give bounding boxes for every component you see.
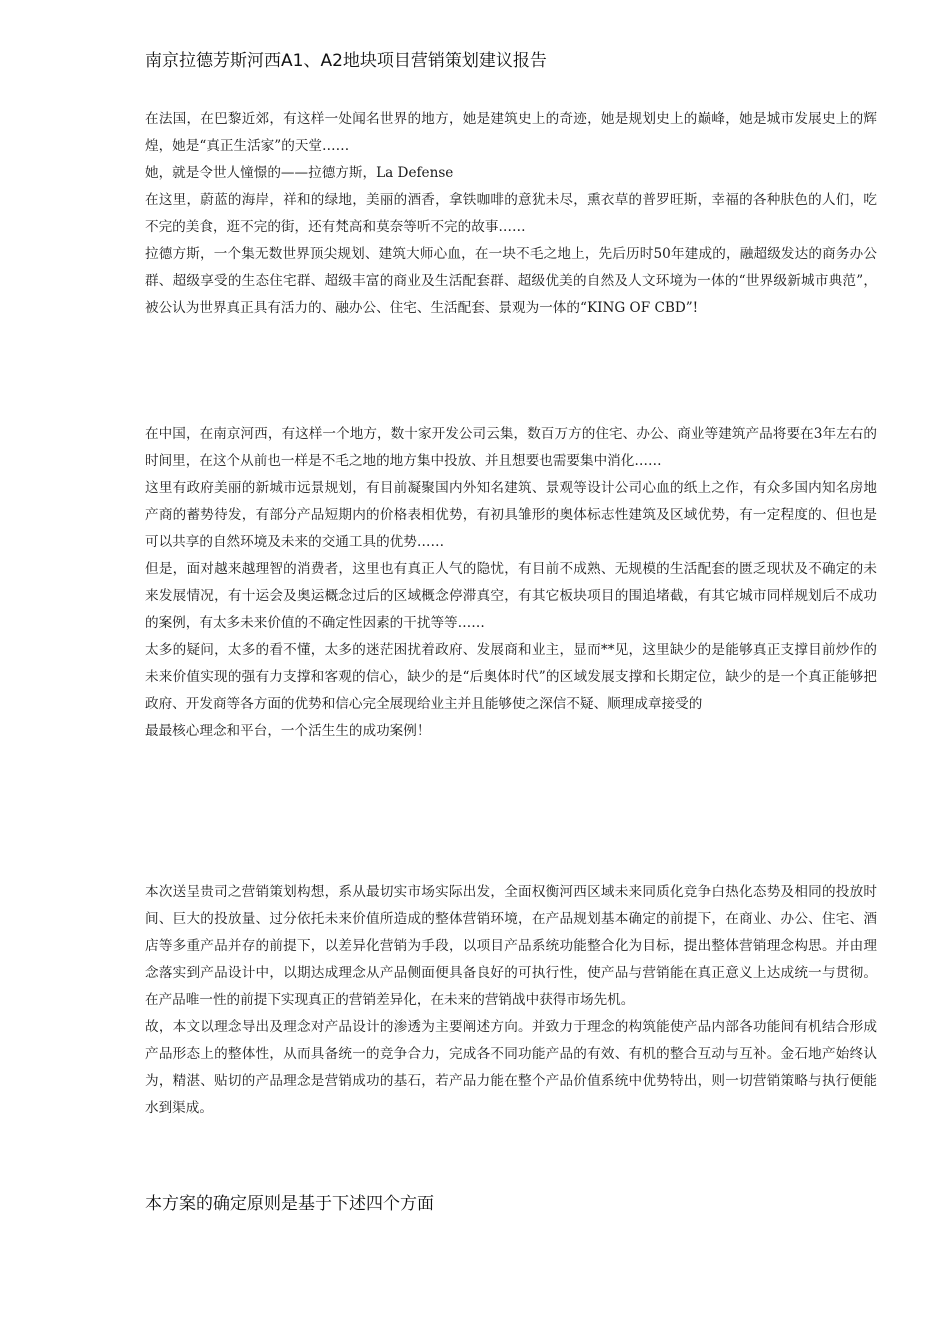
paragraph: 在法国，在巴黎近郊，有这样一处闻名世界的地方，她是建筑史上的奇迹，她是规划史上的巅峰，她是城市发展史上的辉煌，她是“真正生活家”的天堂……: [145, 111, 877, 154]
section-heading: 本方案的确定原则是基于下述四个方面: [145, 1194, 434, 1214]
paragraph: 但是，面对越来越理智的消费者，这里也有真正人气的隐忧，有目前不成熟、无规模的生活配套的匮乏现状及不确定的未来发展情况，有十运会及奥运概念过后的区域概念停滞真空，有其它板块项目的围追堵截，有其它城市同样规划后不成功的案例，有太多未来价值的不确定性因素的干扰等等……: [145, 561, 877, 631]
paragraph: 在中国，在南京河西，有这样一个地方，数十家开发公司云集，数百万方的住宅、办公、商业等建筑产品将要在3年左右的时间里，在这个从前也一样是不毛之地的地方集中投放、并且想要也需要集中消化……: [145, 426, 877, 469]
paragraph: 故，本文以理念导出及理念对产品设计的渗透为主要阐述方向。并致力于理念的构筑能使产品内部各功能间有机结合形成产品形态上的整体性，从而具备统一的竞争合力，完成各不同功能产品的有效、有机的整合互动与互补。金石地产始终认为，精湛、贴切的产品理念是营销成功的基石，若产品力能在整个产品价值系统中优势特出，则一切营销策略与执行便能水到渠成。: [145, 1019, 877, 1116]
paragraph: 在这里，蔚蓝的海岸，祥和的绿地，美丽的酒香，拿铁咖啡的意犹未尽，熏衣草的普罗旺斯，幸福的各种肤色的人们，吃不完的美食，逛不完的街，还有梵高和莫奈等听不完的故事……: [145, 192, 877, 235]
paragraph: 本次送呈贵司之营销策划构想，系从最切实市场实际出发，全面权衡河西区域未来同质化竞争白热化态势及相同的投放时间、巨大的投放量、过分依托未来价值所造成的整体营销环境，在产品规划基本确定的前提下，在商业、办公、住宅、酒店等多重产品并存的前提下，以差异化营销为手段，以项目产品系统功能整合化为目标，提出整体营销理念构思。并由理念落实到产品设计中，以期达成理念从产品侧面便具备良好的可执行性，使产品与营销能在真正意义上达成统一与贯彻。在产品唯一性的前提下实现真正的营销差异化，在未来的营销战中获得市场先机。: [145, 884, 877, 1008]
intro-france-section: [145, 106, 877, 322]
proposal-overview-section: [145, 879, 877, 1122]
paragraph: 拉德方斯，一个集无数世界顶尖规划、建筑大师心血，在一块不毛之地上，先后历时50年建成的，融超级发达的商务办公群、超级享受的生态住宅群、超级丰富的商业及生活配套群、超级优美的自然及人文环境为一体的“世界级新城市典范”，被公认为世界真正具有活力的、融办公、住宅、生活配套、景观为一体的“KING OF CBD”!: [145, 246, 877, 316]
paragraph: 她，就是令世人憧憬的——拉德方斯，La Defense: [145, 165, 454, 181]
paragraph: 这里有政府美丽的新城市远景规划，有目前凝聚国内外知名建筑、景观等设计公司心血的纸上之作，有众多国内知名房地产商的蓄势待发，有部分产品短期内的价格表相优势，有初具雏形的奥体标志性建筑及区域优势，有一定程度的、但也是可以共享的自然环境及未来的交通工具的优势……: [145, 480, 877, 550]
nanjing-hexi-section: [145, 421, 877, 745]
paragraph: 太多的疑问，太多的看不懂，太多的迷茫困扰着政府、发展商和业主，显而**见，这里缺少的是能够真正支撑目前炒作的未来价值实现的强有力支撑和客观的信心，缺少的是“后奥体时代”的区域发展支撑和长期定位，缺少的是一个真正能够把政府、开发商等各方面的优势和信心完全展现给业主并且能够使之深信不疑、顺理成章接受的: [145, 642, 877, 712]
paragraph: 最最核心理念和平台，一个活生生的成功案例！: [145, 723, 431, 739]
document-title: 南京拉德芳斯河西A1、A2地块项目营销策划建议报告: [145, 51, 547, 71]
